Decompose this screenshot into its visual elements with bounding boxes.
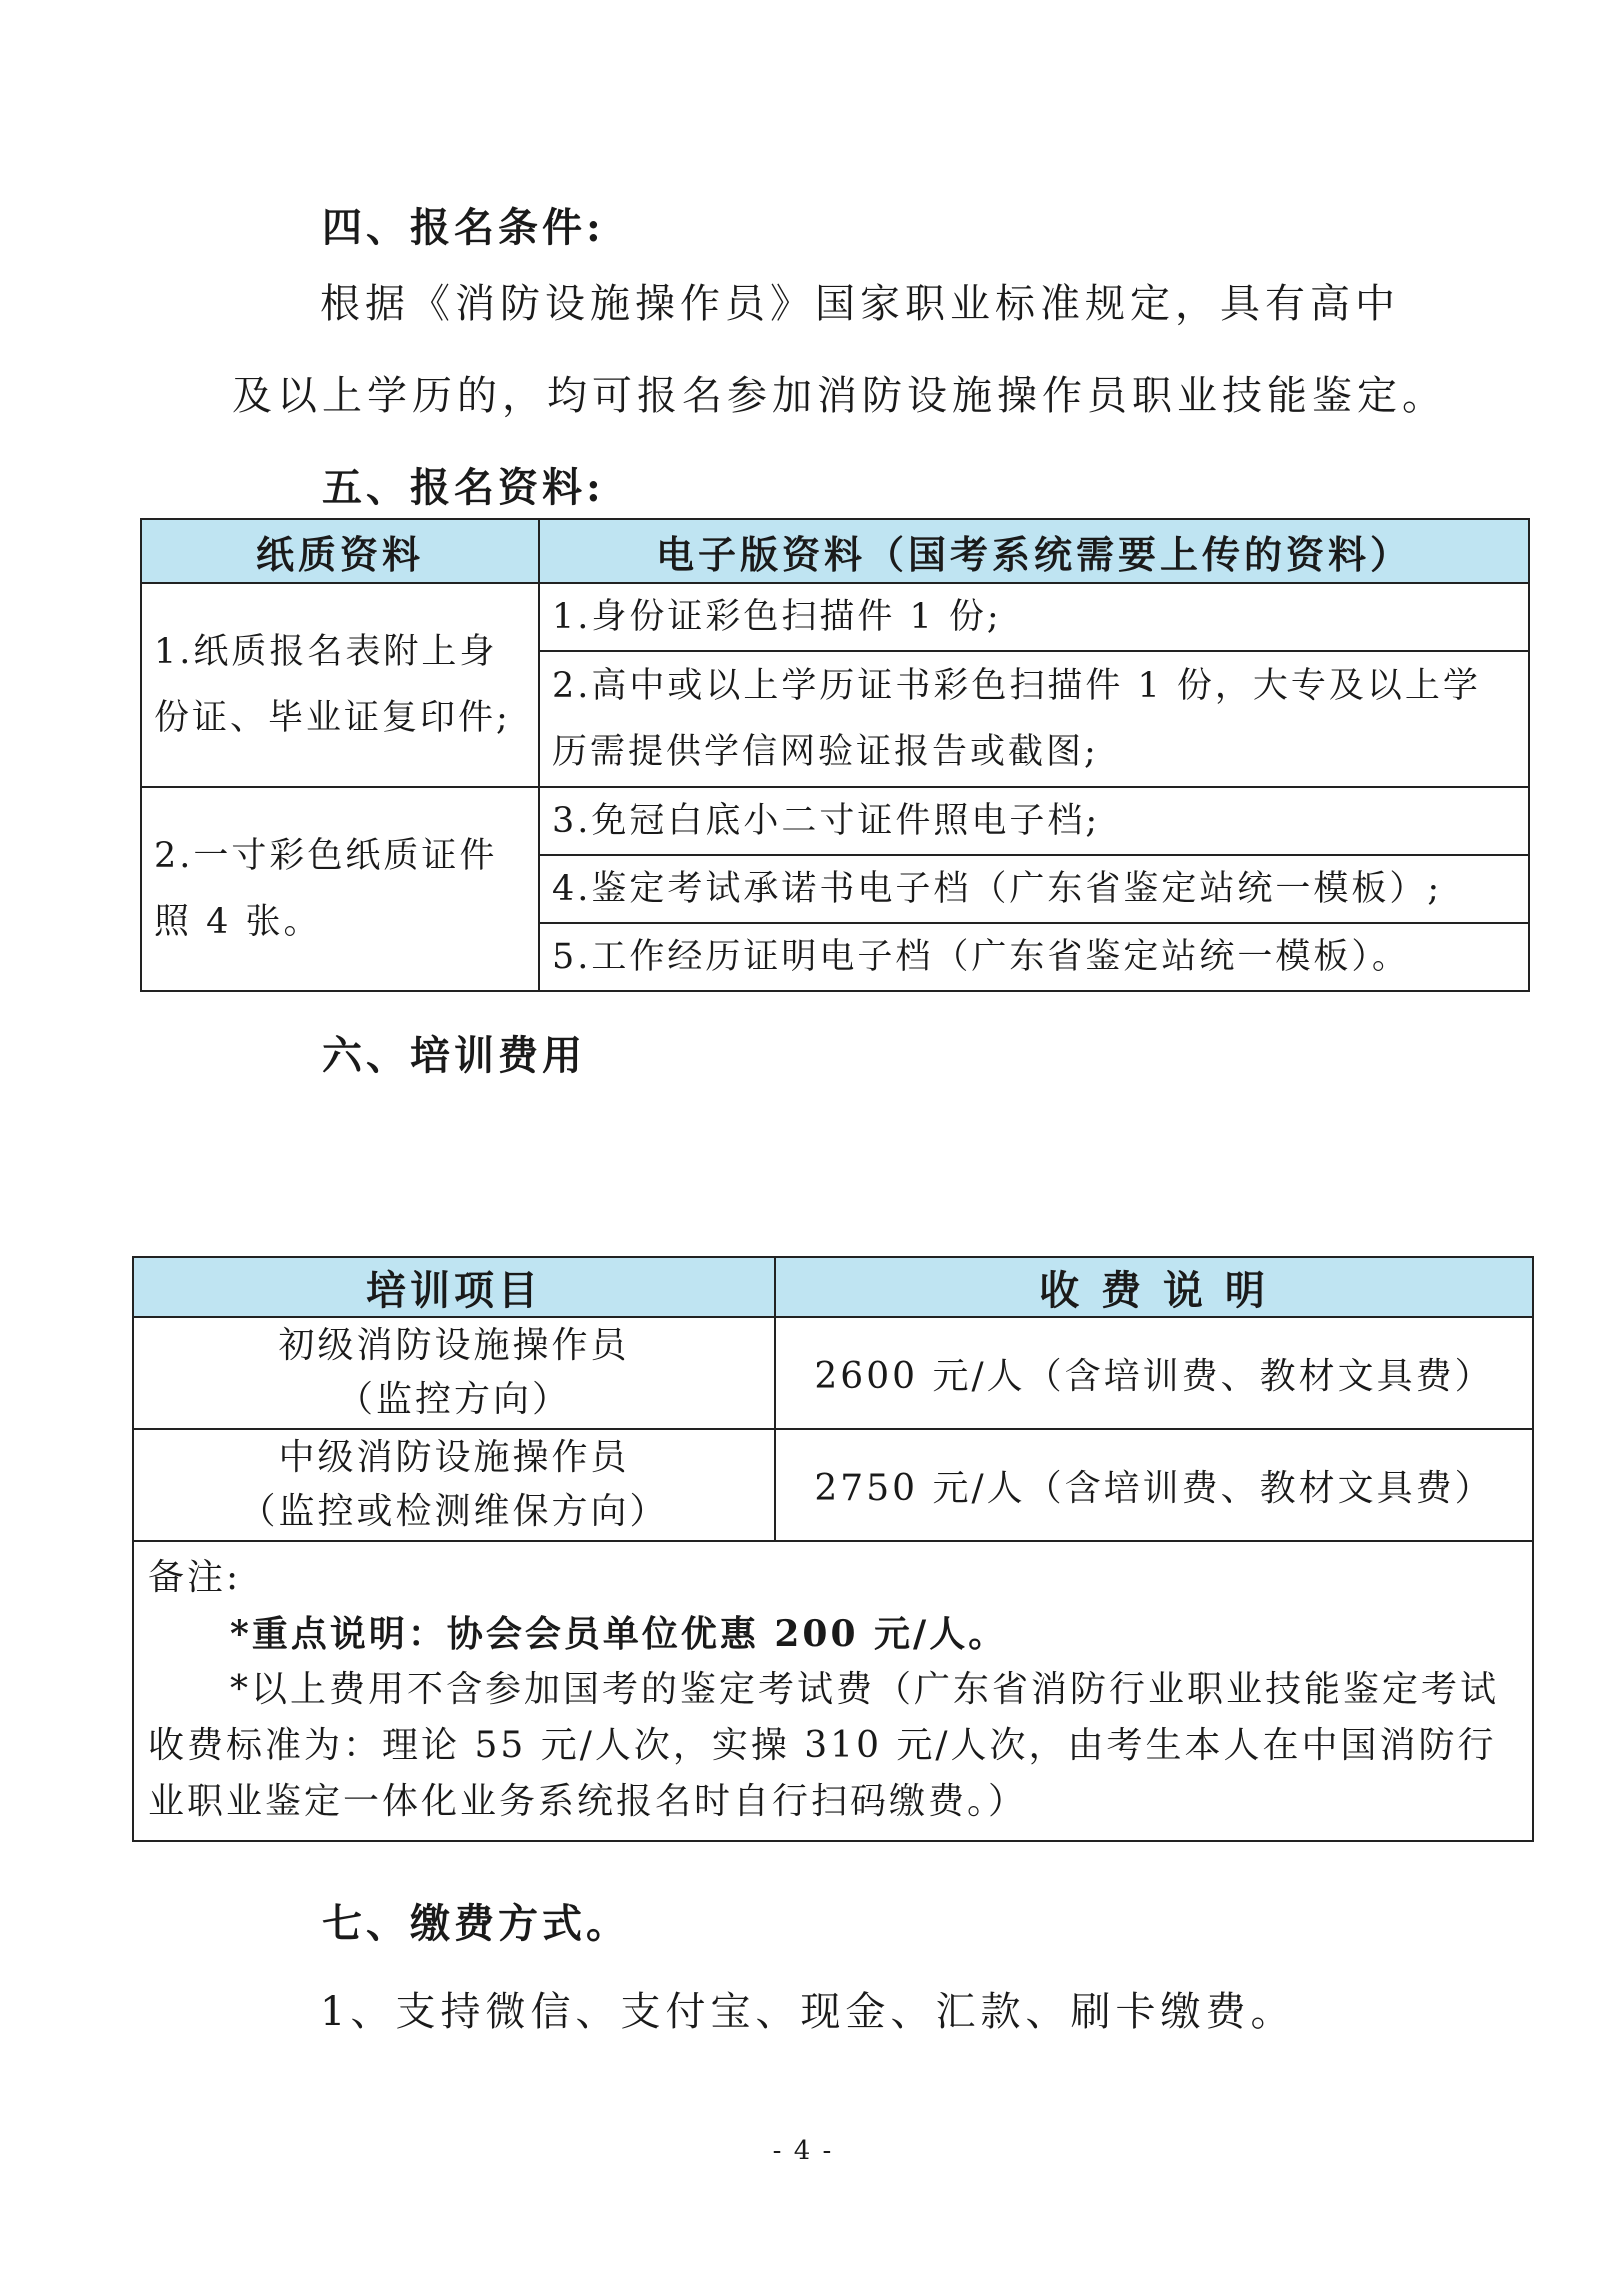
fee-notes xyxy=(133,1541,1533,1841)
fees-table xyxy=(132,1256,1534,1842)
materials-row xyxy=(141,583,1529,651)
fee-item-cell xyxy=(133,1429,775,1541)
electronic-item-1: 1.身份证彩色扫描件 1 份; xyxy=(539,583,1529,651)
materials-table xyxy=(140,518,1530,992)
section-6-heading: 六、培训费用 xyxy=(322,1032,586,1079)
exam-fee-note: *以上费用不含参加国考的鉴定考试费（广东省消防行业职业技能鉴定考试收费标准为：理论 55 元/人次，实操 310 元/人次，由考生本人在中国消防行业职业鉴定一体化业务系统报名时自行扫码缴费。） xyxy=(148,1669,1500,1822)
fee-item-name: 中级消防设施操作员 xyxy=(278,1437,630,1478)
fee-item-direction: （监控或检测维保方向） xyxy=(239,1491,669,1532)
materials-header-paper: 纸质资料 xyxy=(141,519,539,583)
materials-table-header-row xyxy=(141,519,1529,583)
section-4-heading: 四、报名条件: xyxy=(322,204,605,251)
section-4-line-2: 及以上学历的，均可报名参加消防设施操作员职业技能鉴定。 xyxy=(232,373,1447,419)
section-7-line-1: 1、支持微信、支付宝、现金、汇款、刷卡缴费。 xyxy=(320,1989,1296,2035)
fee-row xyxy=(133,1429,1533,1541)
fee-price: 2750 元/人（含培训费、教材文具费） xyxy=(775,1429,1533,1541)
paper-item-1: 1.纸质报名表附上身份证、毕业证复印件; xyxy=(141,583,539,787)
fee-item-cell xyxy=(133,1317,775,1429)
fee-item-name: 初级消防设施操作员 xyxy=(278,1325,630,1366)
fees-header-price: 收 费 说 明 xyxy=(775,1257,1533,1317)
fees-table-header-row xyxy=(133,1257,1533,1317)
fees-header-item: 培训项目 xyxy=(133,1257,775,1317)
page-number: - 4 - xyxy=(772,2136,834,2166)
fee-item-direction: （监控方向） xyxy=(336,1379,571,1420)
fee-row xyxy=(133,1317,1533,1429)
section-7-heading: 七、缴费方式。 xyxy=(322,1900,630,1947)
paper-item-2: 2.一寸彩色纸质证件照 4 张。 xyxy=(141,787,539,991)
electronic-item-2: 2.高中或以上学历证书彩色扫描件 1 份，大专及以上学历需提供学信网验证报告或截图; xyxy=(539,651,1529,787)
electronic-item-3: 3.免冠白底小二寸证件照电子档; xyxy=(539,787,1529,855)
materials-header-electronic: 电子版资料（国考系统需要上传的资料） xyxy=(539,519,1529,583)
electronic-item-4: 4.鉴定考试承诺书电子档（广东省鉴定站统一模板）; xyxy=(539,855,1529,923)
materials-row xyxy=(141,787,1529,855)
fee-price: 2600 元/人（含培训费、教材文具费） xyxy=(775,1317,1533,1429)
notes-label: 备注: xyxy=(148,1557,242,1598)
member-discount-note: *重点说明：协会会员单位优惠 200 元/人。 xyxy=(230,1613,1008,1655)
section-5-heading: 五、报名资料: xyxy=(322,464,605,511)
section-4-line-1: 根据《消防设施操作员》国家职业标准规定，具有高中 xyxy=(320,281,1400,327)
fee-notes-row xyxy=(133,1541,1533,1841)
electronic-item-5: 5.工作经历证明电子档（广东省鉴定站统一模板）。 xyxy=(539,923,1529,991)
